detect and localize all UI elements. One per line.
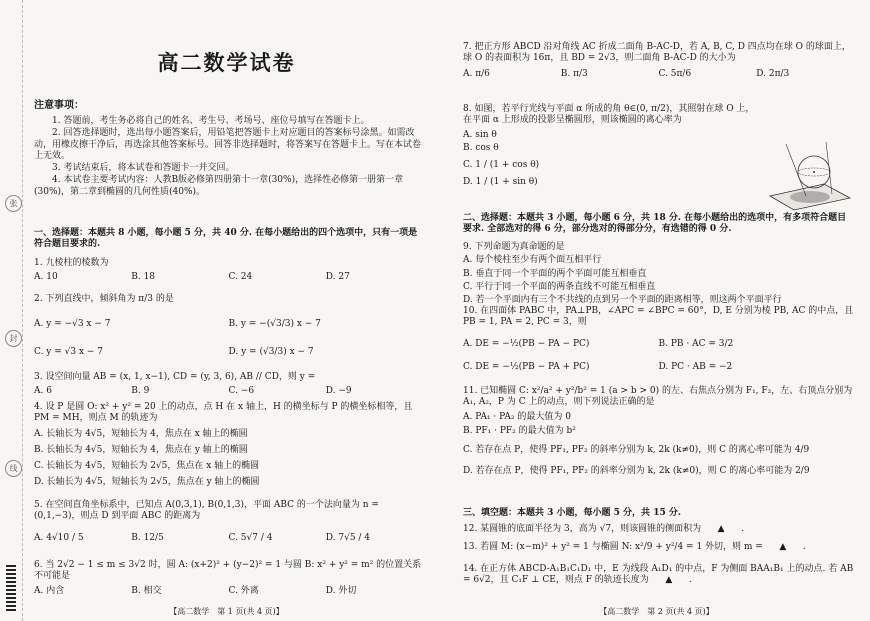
page-footer: 【高二数学 第 2 页(共 4 页)】: [599, 607, 714, 616]
option-a: A. 4√10 / 5: [34, 532, 84, 543]
section-2: [463, 213, 854, 236]
question-stem: 4. 设 P 是圆 O: x² + y² = 20 上的动点，点 H 在 x 轴上，H 的横坐标与 P 的横坐标相等，且 PM = MH，则点 M 的轨迹为: [34, 402, 413, 424]
question-8: [463, 104, 758, 189]
question-7: [463, 42, 854, 80]
page-title: 高二数学试卷: [157, 50, 296, 75]
option-c: C. 5√7 / 4: [228, 532, 273, 543]
option-d: D. 1 / (1 + sin θ): [463, 177, 538, 188]
option-c: C. 平行于同一个平面的两条直线不可能互相垂直: [463, 281, 656, 292]
question-14: 14. 在正方体 ABCD-A₁B₁C₁D₁ 中，E 为线段 A₁D₁ 的中点，F 为侧面 BAA₁B₁ 上的动点. 若 AB = 6√2，且 C₁F ⊥ CE，则点 F 的轨迹长度为 ▲ .: [463, 564, 854, 586]
option-b: B. cos θ: [463, 142, 499, 153]
option-b: B. 18: [131, 272, 156, 283]
option-b: B. 12/5: [131, 532, 164, 543]
option-a: A. y = −√3 x − 7: [34, 319, 111, 330]
option-c: C. 长轴长为 4√5，短轴长为 2√5，焦点在 x 轴上的椭圆: [34, 461, 260, 471]
option-a: A. sin θ: [463, 129, 497, 140]
notice-item: 4. 本试卷主要考试内容：人教B版必修第四册第十一章(30%)，选择性必修第一册第一章(30%)，第二章到椭圆的几何性质(40%)。: [34, 175, 404, 197]
question-stem: 13. 若圆 M: (x−m)² + y² = 1 与椭圆 N: x²/9 + y²/4 = 1 外切，则 m =: [463, 542, 763, 552]
page-2: [435, 0, 870, 621]
page-footer: 【高二数学 第 1 页(共 4 页)】: [169, 607, 284, 616]
option-b: B. PB · AC = 3/2: [658, 338, 734, 349]
section-3: [463, 508, 854, 519]
option-b: B. π/3: [560, 68, 588, 79]
binding-mark: 封: [5, 330, 22, 347]
option-b: B. y = −(√3/3) x − 7: [228, 319, 321, 330]
question-stem: 5. 在空间直角坐标系中，已知点 A(0,3,1), B(0,1,3)，平面 ABC 的一个法向量为 n = (0,1,−3)，则点 D 到平面 ABC 的距离为: [34, 500, 379, 522]
question-3: [34, 372, 423, 398]
option-d: D. 27: [325, 272, 350, 283]
question-stem: 12. 某圆锥的底面半径为 3，高为 √7，则该圆锥的侧面积为: [463, 524, 702, 534]
option-b: B. 相交: [131, 585, 162, 596]
option-a: A. π/6: [463, 68, 490, 79]
option-a: A. 每个棱柱至少有两个面互相平行: [463, 255, 602, 266]
question-1: [34, 258, 423, 284]
option-d: D. 若一个平面内有三个不共线的点到另一个平面的距离相等，则这两个平面平行: [463, 295, 782, 305]
option-c: C. 1 / (1 + cos θ): [463, 160, 540, 170]
question-stem: 6. 当 2√2 − 1 ≤ m ≤ 3√2 时，圆 A: (x+2)² + (y−2)² = 1 与圆 B: x² + y² = m² 的位置关系不可能是: [34, 560, 422, 582]
answer-blank: ▲: [779, 542, 787, 552]
question-4: [34, 402, 423, 489]
option-d: D. 2π/3: [756, 68, 790, 79]
option-c: C. 24: [228, 272, 253, 283]
question-stem: 8. 如图，若平行光线与平面 α 所成的角 θ∈(0, π/2)，其照射在球 O 上，在平面 α 上形成的投影呈椭圆形，则该椭圆的离心率为: [463, 104, 755, 126]
option-d: D. 外切: [325, 585, 357, 596]
center-point: [813, 171, 815, 173]
question-stem: 14. 在正方体 ABCD-A₁B₁C₁D₁ 中，E 为线段 A₁D₁ 的中点，F 为侧面 BAA₁B₁ 上的动点. 若 AB = 6√2，且 C₁F ⊥ CE，则点 F 的轨迹长度为: [463, 564, 854, 586]
option-d: D. 7√5 / 4: [325, 532, 371, 543]
notice-list: [34, 116, 423, 199]
light-ray: [786, 144, 806, 196]
question-stem: 9. 下列命题为真命题的是: [463, 242, 565, 252]
question-12: 12. 某圆锥的底面半径为 3，高为 √7，则该圆锥的侧面积为 ▲ .: [463, 524, 744, 534]
notice-item: 3. 考试结束后，将本试卷和答题卡一并交回。: [52, 163, 235, 173]
section-heading: 二、选择题：本题共 3 小题，每小题 6 分，共 18 分. 在每小题给出的选项中，有多项符合题目要求. 全部选对的得 6 分，部分选对的得部分分，有选错的得 0 分.: [463, 213, 847, 235]
section-heading: 一、选择题：本题共 8 小题，每小题 5 分，共 40 分. 在每小题给出的四个选项中，只有一项是符合题目要求的.: [34, 228, 418, 250]
question-stem: 2. 下列直线中，倾斜角为 π/3 的是: [34, 294, 174, 304]
option-b: B. 长轴长为 4√5，短轴长为 4，焦点在 y 轴上的椭圆: [34, 444, 248, 455]
option-b: B. 垂直于同一个平面的两个平面可能互相垂直: [463, 268, 647, 279]
option-a: A. 内含: [34, 585, 65, 596]
option-a: A. DE = −½(PB − PA − PC): [463, 338, 590, 349]
question-6: [34, 560, 423, 597]
question-stem: 3. 设空间向量 AB = (x, 1, x−1), CD = (y, 3, 6), AB // CD，则 y =: [34, 372, 316, 382]
option-c: C. DE = −½(PB − PA + PC): [463, 361, 590, 372]
question-9: [463, 242, 854, 306]
question-stem: 10. 在四面体 PABC 中，PA⊥PB，∠APC = ∠BPC = 60°，D, E 分别为棱 PB, AC 的中点，且 PB = 1, PA = 2, PC = 3，则: [463, 306, 854, 328]
option-c: C. 外离: [228, 585, 259, 596]
question-stem: 7. 把正方形 ABCD 沿对角线 AC 折成二面角 B-AC-D，若 A, B, C, D 四点均在球 O 的球面上，球 O 的表面积为 16π，且 BD = 2√3，则二面角 B-AC-D 的大小为: [463, 42, 851, 64]
binding-margin: [4, 0, 23, 621]
question-2: [34, 294, 423, 358]
binding-mark: 张: [5, 195, 22, 212]
binding-mark: 线: [5, 460, 22, 477]
shadow-ellipse: [790, 191, 830, 203]
barcode-icon: [6, 563, 16, 611]
notice-item: 2. 回答选择题时，选出每小题答案后，用铅笔把答题卡上对应题目的答案标号涂黑。如需改动，用橡皮擦干净后，再选涂其他答案标号。回答非选择题时，将答案写在答题卡上。写在本试卷上无效。: [34, 128, 422, 161]
question-5: [34, 500, 423, 544]
option-c: C. 5π/6: [658, 68, 692, 79]
notice-heading: 注意事项：: [34, 100, 84, 111]
answer-blank: ▲: [717, 524, 725, 534]
option-a: A. PA₁ · PA₂ 的最大值为 0: [463, 411, 571, 422]
sphere-projection-diagram: [766, 140, 852, 212]
option-a: A. 6: [34, 386, 52, 397]
section-1: [34, 228, 423, 251]
option-d: D. PC · AB = −2: [658, 361, 733, 372]
option-a: A. 10: [34, 272, 58, 283]
option-d: D. 若存在点 P，使得 PF₁, PF₂ 的斜率分别为 k, 2k (k≠0)，则 C 的离心率可能为 2/9: [463, 466, 810, 477]
option-d: D. y = (√3/3) x − 7: [228, 346, 314, 357]
section-heading: 三、填空题：本题共 3 小题，每小题 5 分，共 15 分.: [463, 508, 681, 518]
option-a: A. 长轴长为 4√5，短轴长为 4，焦点在 x 轴上的椭圆: [34, 428, 248, 439]
question-13: 13. 若圆 M: (x−m)² + y² = 1 与椭圆 N: x²/9 + y²/4 = 1 外切，则 m = ▲ .: [463, 542, 806, 552]
option-b: B. 9: [131, 386, 150, 397]
answer-blank: ▲: [665, 575, 673, 586]
option-c: C. y = √3 x − 7: [34, 346, 104, 357]
question-stem: 1. 九棱柱的棱数为: [34, 258, 109, 268]
option-d: D. −9: [325, 386, 352, 397]
notice-item: 1. 答题前，考生务必将自己的姓名、考生号、考场号、座位号填写在答题卡上。: [52, 116, 370, 126]
option-b: B. PF₁ · PF₂ 的最大值为 b²: [463, 425, 576, 436]
option-c: C. 若存在点 P，使得 PF₁, PF₂ 的斜率分别为 k, 2k (k≠0)，则 C 的离心率可能为 4/9: [463, 445, 810, 455]
option-c: C. −6: [228, 386, 255, 397]
question-stem: 11. 已知椭圆 C: x²/a² + y²/b² = 1 (a > b > 0) 的左、右焦点分别为 F₁, F₂，左、右顶点分别为 A₁, A₂，P 为 C 上的动点，则下列说法正确的是: [463, 386, 853, 408]
option-d: D. 长轴长为 4√5，短轴长为 2√5，焦点在 y 轴上的椭圆: [34, 477, 260, 488]
question-11: [463, 386, 854, 478]
question-10: [463, 306, 854, 373]
